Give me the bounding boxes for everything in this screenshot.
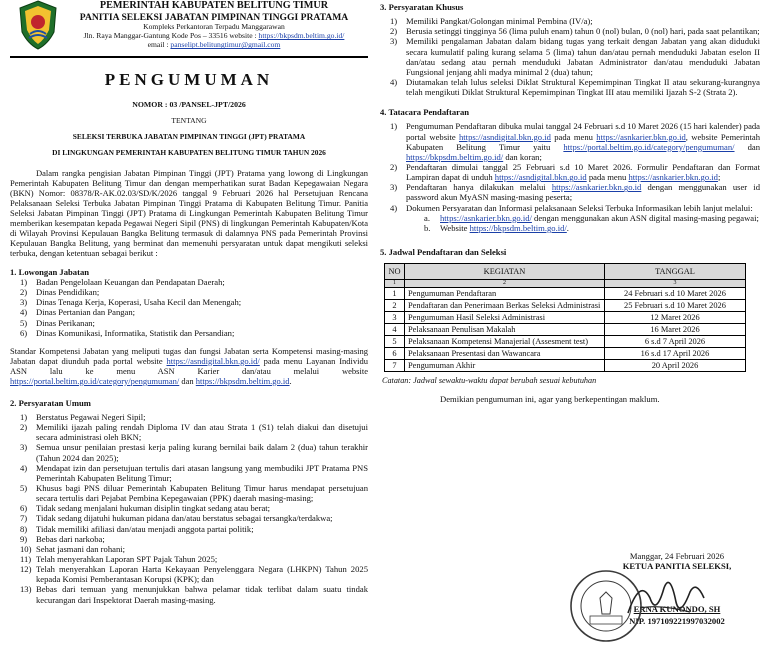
asnkarier-link[interactable]: https://asnkarier.bkn.go.id [551,182,642,193]
index-cell: 2 [405,280,605,288]
table-row [385,336,746,348]
signer-nip: NIP. 197109221997032002 [629,616,725,626]
index-cell: 1 [385,280,405,288]
table-row [385,324,746,336]
list-item: 2) Memiliki ijazah paling rendah Diploma IV dan atau Strata 1 (S1) telah diakui dan disetujui secara administrasi oleh BKN; [20,422,368,443]
right-column [380,0,760,404]
list-item: 2) Dinas Pendidikan; [20,287,100,298]
list-item: 2) Berusia setinggi tingginya 56 (lima puluh enam) tahun 0 (nol) bulan, 0 (nol) hari, pada saat pelantikan; [390,26,760,37]
info-sublist [424,213,760,233]
competency-note [10,346,368,386]
office-name: Kompleks Perkantoran Terpadu Manggarawan [143,22,285,32]
header-kegiatan: KEGIATAN [405,264,605,280]
list-item: 3) Memiliki pengalaman Jabatan dalam bidang tugas yang terkait dengan Jabatan yang akan diduduki secara kumulatif paling kurang selama 5 (lima) tahun dan/atau pernah menduduki Jabatan eselon II dan/atau sedang atau pernah menduduki Jabatan Administrator dan/atau menduduki Jabatan Fungsional jenjang ahli madya minimal 2 (dua) tahun; [390,36,760,77]
list-item: 4) Dokumen Persyaratan dan Informasi pelaksanaan Seleksi Terbuka Informasikan lebih lanjut melalui: a. https://asnkarier.bkn.go.id/ dengan menggunakan akun ASN digital masing-masing pegawai; b. Website https://bkpsdm.beltim.go.id/. [390,202,759,233]
list-item: 1) Badan Pengelolaan Keuangan dan Pendapatan Daerah; [20,276,225,287]
cell-no: 2 [385,300,405,312]
closing-statement: Demikian pengumuman ini, agar yang berkepentingan maklum. [440,393,660,404]
table-row [385,348,746,360]
sub-item: a. https://asnkarier.bkn.go.id/ dengan menggunakan akun ASN digital masing-masing pegawai; [424,212,759,223]
header-tanggal: TANGGAL [605,264,746,280]
note-text-3: dan [179,375,196,386]
special-requirements-list [390,16,760,97]
cell-tanggal: 24 Februari s.d 10 Maret 2026 [605,288,746,300]
asndigital-link[interactable]: https://asndigital.bkn.go.id [459,131,551,142]
regency-emblem-icon [18,0,58,50]
list-item: 12) Telah menyerahkan Laporan Harta Kekayaan Penyelenggara Negara (LHKPN) Tahun 2025 kepada Komisi Pemberantasan Korupsi (KPK); dan [20,564,368,585]
table-header-row [385,264,746,280]
table-row [385,360,746,372]
vacancy-list [20,277,368,338]
cell-tanggal: 16 Maret 2026 [605,324,746,336]
portal-link[interactable]: https://portal.beltim.go.id/category/pengumuman/ [10,375,180,386]
address-text: Jln. Raya Manggar-Gantung Kode Pos – 33516 website : [83,31,259,41]
list-item: 5) Dinas Perikanan; [20,317,95,328]
cell-no: 6 [385,348,405,360]
asndigital-link[interactable]: https://asndigital.bkn.go.id [494,172,587,183]
section-3-title: 3. Persyaratan Khusus [380,2,464,12]
section-2-title: 2. Persyaratan Umum [10,397,91,408]
bkpsdm-link[interactable]: https://bkpsdm.beltim.go.id/ [406,151,504,162]
general-requirements-list [20,412,368,605]
committee-name: PANITIA SELEKSI JABATAN PIMPINAN TINGGI PRATAMA [79,12,349,24]
section-4-title: 4. Tatacara Pendaftaran [380,107,470,118]
cell-kegiatan: Pelaksanaan Penulisan Makalah [405,324,605,336]
list-item: 2) Pendaftaran dimulai tanggal 25 Februari s.d 10 Maret 2026. Formulir Pendaftaran dan Format Lampiran dapat di unduh https://asndigital.bkn.go.id pada menu https://asnkarier.bkn.go.id; [390,161,760,183]
list-item: 3) Pendaftaran hanya dilakukan melalui https://asnkarier.bkn.go.id dengan menggunakan user id password akun MyASN masing-masing peserta; [390,182,760,203]
table-index-row [385,280,746,288]
list-item: 3) Dinas Tenaga Kerja, Koperasi, Usaha Kecil dan Menengah; [20,297,242,308]
list-item: 11) Telah menyerahkan Laporan SPT Pajak Tahun 2025; [20,553,218,564]
table-caption: Catatan: Jadwal sewaktu-waktu dapat berubah sesuai kebutuhan [382,376,597,386]
website-link[interactable]: https://bkpsdm.beltim.go.id/ [258,31,345,41]
email-link[interactable]: panselipt.belitungtimur@gmail.com [170,40,281,50]
email-label: email : [147,40,171,50]
list-item: 1) Pengumuman Pendaftaran dibuka mulai tanggal 24 Februari s.d 10 Maret 2026 (15 hari kalender) pada portal website https://asndigital.bkn.go.id pada menu https://asnkarier.bkn.go.id, website Pemerintah Kabupaten Belitung Timur yaitu https://portal.beltim.go.id/category/pengumuman/ dan https://bkpsdm.beltim.go.id/ dan koran; [390,121,761,162]
cell-kegiatan: Pengumuman Akhir [405,360,605,372]
list-item: 3) Semua unsur penilaian prestasi kerja paling kurang bernilai baik dalam 2 (dua) tahun terakhir (Tahun 2024 dan 2025); [20,442,368,463]
table-row [385,288,746,300]
table-row [385,312,746,324]
note-text-2: pada menu Layanan Individu ASN lalu ke menu ASN Karier dan/atau melalui website [10,355,368,376]
list-item: 4) Dinas Pertanian dan Pangan; [20,307,136,318]
signer-title: KETUA PANITIA SELEKSI, [622,561,732,572]
asnkarier-link[interactable]: https://asnkarier.bkn.go.id [628,172,718,183]
page-title: PENGUMUMAN [104,70,274,89]
list-item: 8) Tidak memiliki afiliasi dan/atau menjadi anggota partai politik; [20,523,254,534]
cell-no: 3 [385,312,405,324]
list-item: 1) Memiliki Pangkat/Golongan minimal Pembina (IV/a); [390,16,593,27]
about-label: TENTANG [171,116,207,126]
government-name: PEMERINTAH KABUPATEN BELITUNG TIMUR [99,0,329,11]
section-5-title: 5. Jadwal Pendaftaran dan Seleksi [380,246,507,257]
cell-tanggal: 20 April 2026 [605,360,746,372]
cell-no: 1 [385,288,405,300]
note-text-4: . [289,375,292,386]
header-no: NO [385,264,405,280]
cell-tanggal: 16 s.d 17 April 2026 [605,348,746,360]
list-item: 13) Bebas dari temuan yang menunjukkan bahwa pelamar tidak terlibat dalam suatu tindak kecurangan dari Inspektorat Daerah masing-masing. [20,584,368,605]
letterhead [10,0,368,58]
cell-kegiatan: Pengumuman Hasil Seleksi Administrasi [405,312,605,324]
asndigital-link[interactable]: https://asndigital.bkn.go.id/ [166,355,260,366]
left-column [10,0,368,605]
cell-no: 5 [385,336,405,348]
list-item: 4) Mendapat izin dan persetujuan tertulis dari atasan langsung yang membudiki JPT Pratama PNS Pemerintah Kabupaten Belitung Timur; [20,462,368,483]
email-line [60,41,368,50]
section-1-title: 1. Lowongan Jabatan [10,266,90,277]
bkpsdm-link[interactable]: https://bkpsdm.beltim.go.id/ [469,222,567,233]
registration-procedure-list [390,121,760,233]
asnkarier-link[interactable]: https://asnkarier.bkn.go.id [596,131,686,142]
portal-link[interactable]: https://portal.beltim.go.id/category/pengumuman/ [563,141,735,152]
list-item: 7) Tidak sedang dijatuhi hukuman pidana dan/atau berstatus sebagai tersangka/terdakwa; [20,513,333,524]
schedule-table [384,263,746,372]
cell-kegiatan: Pengumuman Pendaftaran [405,288,605,300]
list-item: 1) Berstatus Pegawai Negeri Sipil; [20,411,146,422]
list-item: 6) Tidak sedang menjalani hukuman disiplin tingkat sedang atau berat; [20,503,271,514]
place-date: Manggar, 24 Februari 2026 [629,551,725,561]
note-text-1: Standar Kompetensi Jabatan yang meliputi tugas dan fungsi Jabatan serta Kompetensi masing-masing Jabatan dapat diunduh pada portal website [10,345,368,366]
cell-kegiatan: Pelaksanaan Kompetensi Manajerial (Assesment test) [405,336,605,348]
cell-tanggal: 25 Februari s.d 10 Maret 2026 [605,300,746,312]
subject-line-2: DI LINGKUNGAN PEMERINTAH KABUPATEN BELITUNG TIMUR TAHUN 2026 [52,147,326,157]
sub-item: b. Website https://bkpsdm.beltim.go.id/. [424,222,569,233]
cell-no: 4 [385,324,405,336]
table-row [385,300,746,312]
handwritten-signature-icon [620,568,710,628]
document-number: NOMOR : 03 /PANSEL-JPT/2026 [132,100,246,110]
bkpsdm-link[interactable]: https://bkpsdm.beltim.go.id [195,375,290,386]
intro-text: Dalam rangka pengisian Jabatan Pimpinan Tinggi (JPT) Pratama yang lowong di Lingkungan Pemerintah Kabupaten Belitung Timur dan dengan memperhatikan surat Badan Kepegawaian Negara (BKN) Nomor: 08378/R-AK.02.03/SD/K/2026 tanggal 9 Februari 2026 hal Persetujuan Rencana Pelaksanaan Seleksi Terbuka Jabatan Pimpinan Tinggi Pratama di Kabupaten Belitung Timur. Panitia Seleksi Jabatan Pimpinan Tinggi (JPT) Pratama di Lingkungan Pemerintah Kabupaten Belitung Timur memberikan kesempatan kepada Pegawai Negeri Sipil (PNS) di lingkungan Pemerintah Kabupaten/Kota di Wilayah Provinsi Kepulauan Bangka Belitung termasuk di dalamnya PNS pada Pemerintah Provinsi Kepulauan Bangka Belitung, yang berminat dan memenuhi persyaratan untuk dapat mengikuti seleksi terbuka, dengan ketentuan sebagai berikut : [10,167,368,258]
cell-tanggal: 6 s.d 7 April 2026 [605,336,746,348]
cell-tanggal: 12 Maret 2026 [605,312,746,324]
cell-kegiatan: Pelaksanaan Presentasi dan Wawancara [405,348,605,360]
cell-no: 7 [385,360,405,372]
subject-line-1: SELEKSI TERBUKA JABATAN PIMPINAN TINGGI (JPT) PRATAMA [72,132,306,142]
index-cell: 3 [605,280,746,288]
list-item: 10) Sehat jasmani dan rohani; [20,543,126,554]
signer-name: ERNA KUNONDO, SH [633,604,721,614]
list-item: 5) Khusus bagi PNS diluar Pemerintah Kabupaten Belitung Timur harus mendapat persetujuan secara tertulis dari Pejabat Pembina Kepegawaian (PPK) daerah masing-masing; [20,482,368,504]
list-item: 6) Dinas Komunikasi, Informatika, Statistik dan Persandian; [20,327,235,338]
list-item: 4) Diutamakan telah lulus seleksi Diklat Struktural Kepemimpinan Tingkat II atau sekurang-kurangnya telah mengikuti Diklat Struktural Kepemimpinan Tingkat III atau memiliki Ijazah S-2 (Strata 2). [390,76,760,98]
list-item: 9) Bebas dari narkoba; [20,533,105,544]
asnkarier-link[interactable]: https://asnkarier.bkn.go.id/ [440,212,532,223]
intro-paragraph [10,168,368,258]
cell-kegiatan: Pendaftaran dan Penerimaan Berkas Seleksi Administrasi [405,300,605,312]
